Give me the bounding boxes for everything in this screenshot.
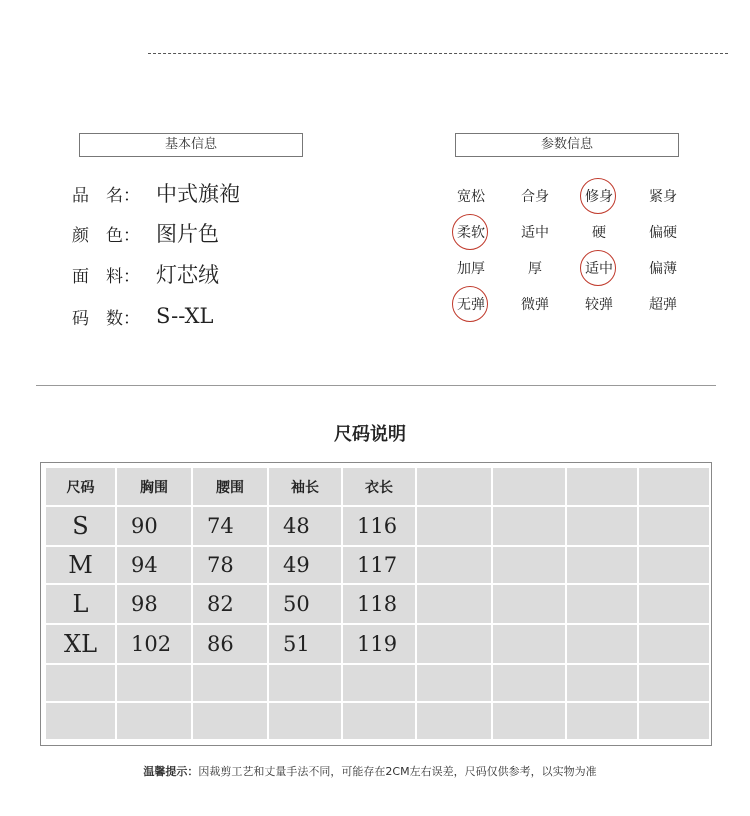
size-value-cell: 48 bbox=[269, 507, 341, 545]
size-chart-title: 尺码说明 bbox=[334, 424, 406, 445]
empty-cell bbox=[193, 703, 267, 739]
param-option: 硬 bbox=[592, 225, 606, 241]
tip-label: 温馨提示： bbox=[143, 765, 199, 778]
size-table-header: 腰围 bbox=[193, 468, 267, 505]
size-value-cell: 94 bbox=[117, 547, 191, 583]
param-option-selected: 修身 bbox=[580, 182, 618, 212]
info-value: S--XL bbox=[156, 304, 214, 328]
size-value-cell: 98 bbox=[117, 585, 191, 623]
size-value-cell: 82 bbox=[193, 585, 267, 623]
param-option-selected: 适中 bbox=[580, 254, 618, 284]
param-option: 偏硬 bbox=[649, 225, 677, 241]
param-option: 偏薄 bbox=[649, 261, 677, 277]
empty-cell bbox=[567, 625, 637, 663]
size-table-header: 袖长 bbox=[269, 468, 341, 505]
param-option-selected: 柔软 bbox=[452, 218, 490, 248]
empty-cell bbox=[117, 703, 191, 739]
size-label-cell: L bbox=[46, 585, 115, 623]
empty-cell bbox=[417, 547, 491, 583]
empty-cell bbox=[493, 468, 565, 505]
tip-text: 因裁剪工艺和丈量手法不同，可能存在2CM左右误差，尺码仅供参考，以实物为准 bbox=[198, 765, 597, 778]
top-dashed-divider bbox=[148, 53, 728, 54]
size-value-cell: 117 bbox=[343, 547, 415, 583]
empty-cell bbox=[417, 703, 491, 739]
empty-cell bbox=[46, 665, 115, 701]
info-row-name bbox=[72, 178, 240, 208]
info-label: 面 料： bbox=[72, 266, 140, 287]
size-table bbox=[40, 462, 712, 746]
size-label-cell: M bbox=[46, 547, 115, 583]
empty-cell bbox=[639, 507, 709, 545]
empty-cell bbox=[493, 625, 565, 663]
size-value-cell: 86 bbox=[193, 625, 267, 663]
empty-cell bbox=[343, 703, 415, 739]
info-row-color bbox=[72, 218, 219, 248]
param-option: 紧身 bbox=[649, 189, 677, 205]
empty-cell bbox=[493, 547, 565, 583]
size-value-cell: 116 bbox=[343, 507, 415, 545]
section-divider bbox=[36, 385, 716, 386]
size-value-cell: 51 bbox=[269, 625, 341, 663]
empty-cell bbox=[639, 703, 709, 739]
info-row-sizes bbox=[72, 301, 214, 331]
empty-cell bbox=[417, 625, 491, 663]
empty-cell bbox=[639, 665, 709, 701]
info-value: 图片色 bbox=[156, 222, 219, 246]
empty-cell bbox=[417, 507, 491, 545]
empty-cell bbox=[417, 665, 491, 701]
param-option: 厚 bbox=[528, 261, 542, 277]
empty-cell bbox=[493, 585, 565, 623]
size-value-cell: 102 bbox=[117, 625, 191, 663]
empty-cell bbox=[269, 703, 341, 739]
tip-note bbox=[0, 763, 740, 779]
info-label: 颜 色： bbox=[72, 225, 140, 246]
size-value-cell: 50 bbox=[269, 585, 341, 623]
size-value-cell: 49 bbox=[269, 547, 341, 583]
empty-cell bbox=[567, 665, 637, 701]
param-option: 加厚 bbox=[457, 261, 485, 277]
basic-info-header: 基本信息 bbox=[79, 133, 303, 157]
size-value-cell: 119 bbox=[343, 625, 415, 663]
size-label-cell: XL bbox=[46, 625, 115, 663]
param-info-header: 参数信息 bbox=[455, 133, 679, 157]
empty-cell bbox=[417, 585, 491, 623]
empty-cell bbox=[493, 703, 565, 739]
info-row-fabric bbox=[72, 259, 219, 289]
empty-cell bbox=[567, 547, 637, 583]
param-option: 适中 bbox=[521, 225, 549, 241]
empty-cell bbox=[193, 665, 267, 701]
info-value: 中式旗袍 bbox=[156, 182, 240, 206]
param-option: 合身 bbox=[521, 189, 549, 205]
size-value-cell: 74 bbox=[193, 507, 267, 545]
param-option: 超弹 bbox=[649, 297, 677, 313]
param-option-selected: 无弹 bbox=[452, 290, 490, 320]
size-table-header: 尺码 bbox=[46, 468, 115, 505]
size-value-cell: 90 bbox=[117, 507, 191, 545]
size-label-cell: S bbox=[46, 507, 115, 545]
empty-cell bbox=[639, 625, 709, 663]
empty-cell bbox=[567, 585, 637, 623]
empty-cell bbox=[46, 703, 115, 739]
param-option: 较弹 bbox=[585, 297, 613, 313]
empty-cell bbox=[493, 665, 565, 701]
size-value-cell: 118 bbox=[343, 585, 415, 623]
param-option: 宽松 bbox=[457, 189, 485, 205]
size-value-cell: 78 bbox=[193, 547, 267, 583]
empty-cell bbox=[117, 665, 191, 701]
empty-cell bbox=[639, 547, 709, 583]
empty-cell bbox=[639, 585, 709, 623]
empty-cell bbox=[639, 468, 709, 505]
empty-cell bbox=[567, 507, 637, 545]
empty-cell bbox=[269, 665, 341, 701]
empty-cell bbox=[417, 468, 491, 505]
info-label: 品 名： bbox=[72, 185, 140, 206]
size-table-header: 胸围 bbox=[117, 468, 191, 505]
size-table-header: 衣长 bbox=[343, 468, 415, 505]
info-label: 码 数： bbox=[72, 308, 140, 329]
empty-cell bbox=[567, 703, 637, 739]
empty-cell bbox=[493, 507, 565, 545]
empty-cell bbox=[567, 468, 637, 505]
param-option: 微弹 bbox=[521, 297, 549, 313]
info-value: 灯芯绒 bbox=[156, 263, 219, 287]
empty-cell bbox=[343, 665, 415, 701]
